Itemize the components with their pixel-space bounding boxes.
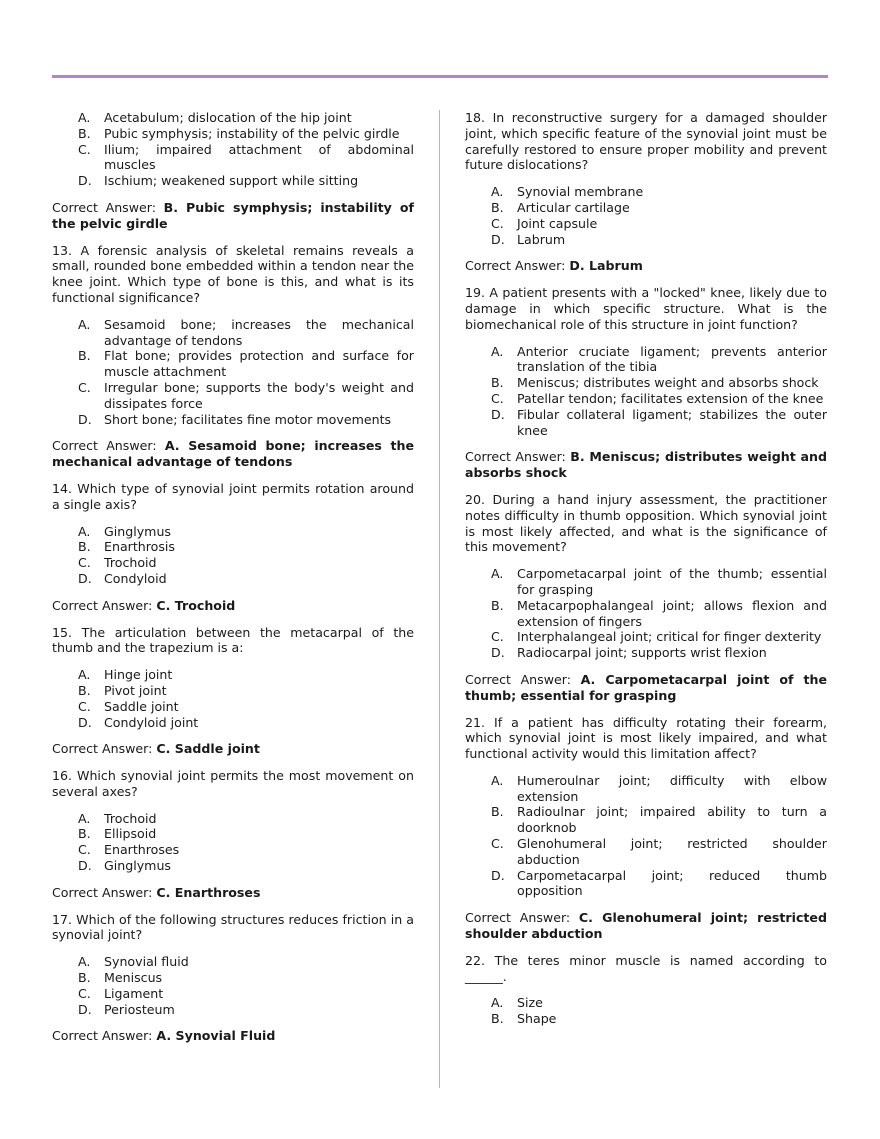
option-item bbox=[52, 811, 414, 827]
question-text: 21. If a patient has difficulty rotating their forearm, which synovial joint is most likely impaired, and what functional activity would this limitation affect? bbox=[465, 714, 827, 762]
option-text: Ligament bbox=[104, 985, 164, 1001]
options-list bbox=[465, 773, 827, 899]
option-letter: D. bbox=[78, 411, 92, 427]
option-text: Glenohumeral joint; restricted shoulder abduction bbox=[517, 836, 827, 867]
option-letter: B. bbox=[78, 826, 91, 842]
option-item bbox=[465, 200, 827, 216]
option-item bbox=[52, 524, 414, 540]
option-letter: A. bbox=[491, 343, 504, 359]
option-letter: B. bbox=[491, 199, 504, 215]
question-text: 20. During a hand injury assessment, the practitioner notes difficulty in thumb opposition. Which synovial joint is most likely affected, and what is the significance of this movement? bbox=[465, 491, 827, 555]
option-item bbox=[465, 645, 827, 661]
answer-label: Correct Answer: bbox=[52, 597, 157, 613]
answer-value: C. Glenohumeral joint; restricted shoulder abduction bbox=[465, 910, 827, 942]
option-text: Trochoid bbox=[104, 810, 157, 826]
option-item bbox=[465, 629, 827, 645]
answer-label: Correct Answer: bbox=[465, 449, 571, 465]
option-item bbox=[465, 344, 827, 376]
answer-value: A. Synovial Fluid bbox=[156, 1028, 276, 1044]
answer-label: Correct Answer: bbox=[465, 258, 570, 274]
question-text: 13. A forensic analysis of skeletal remains reveals a small, rounded bone embedded within a tendon near the knee joint. Which type of bone is this, and what is its functional significance? bbox=[52, 242, 414, 305]
option-item bbox=[465, 184, 827, 200]
option-text: Synovial membrane bbox=[517, 184, 644, 200]
correct-answer bbox=[52, 741, 414, 757]
option-text: Interphalangeal joint; critical for finger dexterity bbox=[517, 629, 822, 645]
option-text: Ellipsoid bbox=[104, 826, 157, 842]
option-letter: C. bbox=[491, 390, 504, 406]
option-text: Joint capsule bbox=[517, 215, 598, 231]
option-letter: D. bbox=[78, 173, 92, 189]
option-letter: C. bbox=[491, 629, 504, 645]
option-text: Meniscus bbox=[104, 970, 163, 986]
correct-answer bbox=[465, 449, 827, 481]
option-text: Carpometacarpal joint; reduced thumb opposition bbox=[517, 867, 827, 899]
option-text: Trochoid bbox=[104, 555, 157, 571]
option-letter: D. bbox=[491, 406, 505, 422]
option-letter: A. bbox=[78, 810, 91, 826]
option-letter: B. bbox=[491, 804, 504, 820]
option-text: Labrum bbox=[517, 231, 566, 247]
answer-label: Correct Answer: bbox=[52, 438, 165, 454]
option-letter: D. bbox=[78, 858, 92, 874]
options-list bbox=[52, 667, 414, 730]
question-text: 17. Which of the following structures reduces friction in a synovial joint? bbox=[52, 911, 414, 943]
option-text: Fibular collateral ligament; stabilizes the outer knee bbox=[517, 406, 827, 438]
question-text: 19. A patient presents with a "locked" knee, likely due to damage in which specific structure. What is the biomechanical role of this structure in joint function? bbox=[465, 285, 827, 332]
option-item bbox=[465, 566, 827, 598]
correct-answer bbox=[465, 910, 827, 942]
option-letter: A. bbox=[491, 772, 504, 788]
option-item bbox=[52, 539, 414, 555]
option-letter: C. bbox=[78, 379, 91, 395]
correct-answer bbox=[465, 258, 827, 274]
option-letter: B. bbox=[78, 125, 91, 141]
question-text: 16. Which synovial joint permits the most movement on several axes? bbox=[52, 768, 414, 799]
option-item bbox=[52, 699, 414, 715]
options-list bbox=[52, 317, 414, 428]
option-text: Ilium; impaired attachment of abdominal muscles bbox=[104, 141, 414, 173]
option-item bbox=[52, 555, 414, 571]
option-item bbox=[465, 375, 827, 391]
answer-value: D. Labrum bbox=[569, 258, 643, 274]
option-text: Flat bone; provides protection and surface for muscle attachment bbox=[104, 348, 414, 380]
option-item bbox=[52, 986, 414, 1002]
option-item bbox=[52, 412, 414, 428]
option-letter: B. bbox=[491, 1011, 504, 1027]
option-text: Acetabulum; dislocation of the hip joint bbox=[104, 110, 352, 125]
answer-value: C. Trochoid bbox=[156, 597, 236, 613]
option-text: Carpometacarpal joint of the thumb; essential for grasping bbox=[517, 566, 827, 597]
option-item bbox=[465, 773, 827, 805]
option-item bbox=[52, 126, 414, 142]
answer-value: C. Enarthroses bbox=[156, 884, 261, 900]
option-text: Shape bbox=[517, 1011, 557, 1027]
option-text: Radiocarpal joint; supports wrist flexion bbox=[517, 645, 767, 661]
option-letter: D. bbox=[491, 645, 505, 661]
right-column bbox=[465, 110, 827, 1038]
option-item bbox=[52, 142, 414, 174]
answer-value: A. Sesamoid bone; increases the mechanical advantage of tendons bbox=[52, 438, 414, 470]
option-letter: A. bbox=[491, 566, 504, 582]
option-item bbox=[52, 683, 414, 699]
answer-label: Correct Answer: bbox=[465, 910, 579, 926]
answer-label: Correct Answer: bbox=[52, 884, 157, 900]
option-item bbox=[465, 407, 827, 439]
option-text: Size bbox=[517, 995, 543, 1011]
option-text: Condyloid bbox=[104, 570, 167, 586]
option-item bbox=[465, 1011, 827, 1027]
option-letter: A. bbox=[78, 667, 91, 683]
answer-value: C. Saddle joint bbox=[156, 741, 260, 757]
option-letter: C. bbox=[78, 141, 91, 157]
option-text: Hinge joint bbox=[104, 667, 173, 683]
option-item bbox=[465, 232, 827, 248]
option-text: Meniscus; distributes weight and absorbs shock bbox=[517, 375, 819, 391]
options-list bbox=[465, 566, 827, 661]
option-item bbox=[52, 970, 414, 986]
option-letter: A. bbox=[78, 523, 91, 539]
question-text: 18. In reconstructive surgery for a damaged shoulder joint, which specific feature of the synovial joint must be carefully restored to ensure proper mobility and prevent future dislocations? bbox=[465, 110, 827, 173]
option-item bbox=[465, 995, 827, 1011]
option-text: Ginglymus bbox=[104, 523, 171, 539]
option-text: Saddle joint bbox=[104, 698, 179, 714]
option-text: Pubic symphysis; instability of the pelvic girdle bbox=[104, 125, 400, 141]
option-letter: C. bbox=[491, 215, 504, 231]
options-list bbox=[52, 110, 414, 189]
option-item bbox=[52, 173, 414, 189]
answer-value: B. Meniscus; distributes weight and absorbs shock bbox=[465, 449, 827, 481]
option-letter: D. bbox=[78, 1001, 92, 1017]
option-letter: A. bbox=[491, 184, 504, 200]
option-letter: C. bbox=[491, 836, 504, 852]
option-item bbox=[52, 317, 414, 349]
option-item bbox=[465, 868, 827, 900]
option-text: Pivot joint bbox=[104, 682, 167, 698]
options-list bbox=[52, 524, 414, 587]
option-text: Synovial fluid bbox=[104, 954, 189, 970]
options-list bbox=[52, 811, 414, 874]
answer-value: B. Pubic symphysis; instability of the pelvic girdle bbox=[52, 199, 414, 231]
option-item bbox=[52, 842, 414, 858]
option-letter: D. bbox=[491, 231, 505, 247]
option-text: Humeroulnar joint; difficulty with elbow extension bbox=[517, 772, 827, 804]
option-text: Metacarpophalangeal joint; allows flexion and extension of fingers bbox=[517, 597, 827, 629]
answer-label: Correct Answer: bbox=[465, 671, 581, 687]
option-letter: B. bbox=[78, 539, 91, 555]
options-list bbox=[465, 995, 827, 1027]
options-list bbox=[52, 954, 414, 1017]
option-item bbox=[465, 804, 827, 836]
header-rule bbox=[52, 75, 828, 78]
option-text: Enarthrosis bbox=[104, 539, 175, 555]
option-item bbox=[52, 954, 414, 970]
option-item bbox=[52, 826, 414, 842]
option-letter: D. bbox=[78, 570, 92, 586]
question-text: 22. The teres minor muscle is named according to ______. bbox=[465, 952, 827, 984]
option-text: Condyloid joint bbox=[104, 714, 199, 730]
option-letter: B. bbox=[78, 682, 91, 698]
option-item bbox=[52, 348, 414, 380]
options-list bbox=[465, 184, 827, 247]
question-text: 15. The articulation between the metacarpal of the thumb and the trapezium is a: bbox=[52, 624, 414, 656]
option-item bbox=[52, 380, 414, 412]
option-letter: A. bbox=[78, 110, 91, 125]
correct-answer bbox=[52, 598, 414, 614]
option-item bbox=[465, 216, 827, 232]
option-letter: A. bbox=[78, 954, 91, 970]
option-item bbox=[465, 598, 827, 630]
question-text: 14. Which type of synovial joint permits rotation around a single axis? bbox=[52, 480, 414, 512]
option-letter: C. bbox=[78, 842, 91, 858]
option-letter: C. bbox=[78, 698, 91, 714]
answer-value: A. Carpometacarpal joint of the thumb; essential for grasping bbox=[465, 671, 827, 703]
correct-answer bbox=[52, 200, 414, 232]
option-item bbox=[52, 715, 414, 731]
option-item bbox=[52, 858, 414, 874]
option-letter: B. bbox=[491, 375, 504, 391]
option-letter: B. bbox=[491, 597, 504, 613]
option-item bbox=[52, 571, 414, 587]
option-text: Ischium; weakened support while sitting bbox=[104, 173, 359, 189]
column-divider bbox=[439, 110, 440, 1088]
correct-answer bbox=[52, 1028, 414, 1044]
option-letter: B. bbox=[78, 970, 91, 986]
option-letter: C. bbox=[78, 985, 91, 1001]
option-item bbox=[465, 391, 827, 407]
options-list bbox=[465, 344, 827, 439]
option-text: Articular cartilage bbox=[517, 199, 630, 215]
option-letter: D. bbox=[491, 867, 505, 883]
option-text: Anterior cruciate ligament; prevents anterior translation of the tibia bbox=[517, 343, 827, 375]
option-item bbox=[465, 836, 827, 868]
option-item bbox=[52, 667, 414, 683]
option-text: Ginglymus bbox=[104, 858, 171, 874]
option-text: Patellar tendon; facilitates extension of the knee bbox=[517, 390, 824, 406]
option-item bbox=[52, 1002, 414, 1018]
option-letter: D. bbox=[78, 714, 92, 730]
option-letter: B. bbox=[78, 348, 91, 364]
left-column bbox=[52, 110, 414, 1055]
option-text: Radioulnar joint; impaired ability to turn a doorknob bbox=[517, 804, 827, 836]
answer-label: Correct Answer: bbox=[52, 741, 157, 757]
correct-answer bbox=[465, 672, 827, 704]
option-text: Irregular bone; supports the body's weight and dissipates force bbox=[104, 379, 414, 411]
option-text: Periosteum bbox=[104, 1001, 175, 1017]
option-letter: A. bbox=[491, 995, 504, 1011]
correct-answer bbox=[52, 885, 414, 901]
option-item bbox=[52, 110, 414, 126]
answer-label: Correct Answer: bbox=[52, 199, 164, 215]
answer-label: Correct Answer: bbox=[52, 1028, 157, 1044]
option-letter: A. bbox=[78, 316, 91, 332]
option-text: Short bone; facilitates fine motor movements bbox=[104, 411, 392, 427]
correct-answer bbox=[52, 438, 414, 470]
option-text: Enarthroses bbox=[104, 842, 180, 858]
option-letter: C. bbox=[78, 555, 91, 571]
option-text: Sesamoid bone; increases the mechanical advantage of tendons bbox=[104, 316, 414, 348]
